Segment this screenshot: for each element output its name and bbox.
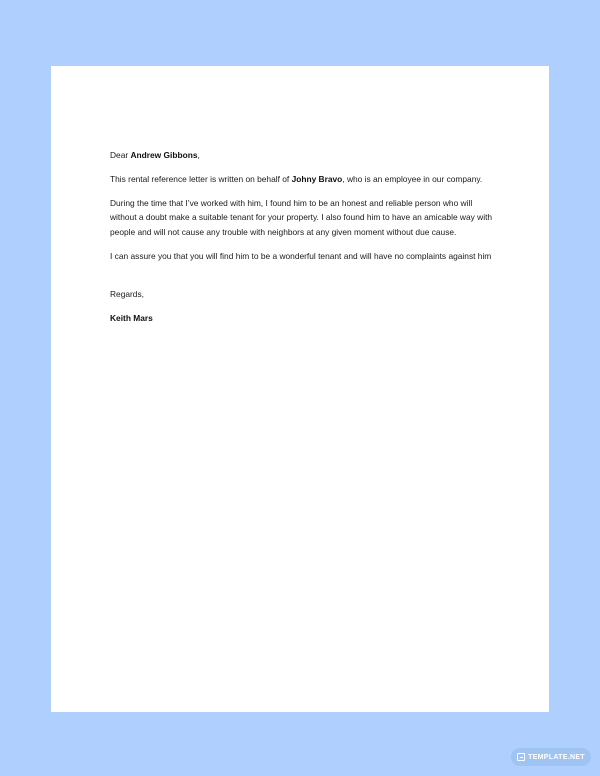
signature-name: Keith Mars: [110, 313, 153, 324]
salutation-suffix: ,: [197, 150, 200, 160]
recipient-name: Andrew Gibbons: [130, 150, 198, 160]
template-watermark: [511, 748, 591, 766]
closing: Regards,: [110, 289, 144, 300]
tenant-name: Johny Bravo: [291, 174, 343, 184]
letter-body: [110, 148, 500, 326]
template-logo-icon: [517, 753, 525, 761]
paragraph-character: During the time that I’ve worked with him, I found him to be an honest and reliable person who will without a doubt make a suitable tenant for your property. I also found him to have an amicable way with people and will not cause any trouble with neighbors at any given moment without due cause.: [110, 198, 493, 237]
salutation: [110, 148, 500, 162]
letter-page: [51, 66, 549, 712]
paragraph-assurance: I can assure you that you will find him to be a wonderful tenant and will have no complaints against him: [110, 250, 492, 261]
paragraph-intro-suffix: , who is an employee in our company.: [342, 174, 483, 184]
salutation-prefix: Dear: [110, 150, 131, 160]
signature: [110, 311, 500, 325]
paragraph-intro: [110, 172, 500, 186]
watermark-label: TEMPLATE.NET: [528, 753, 585, 761]
paragraph-intro-prefix: This rental reference letter is written on behalf of: [110, 174, 292, 184]
